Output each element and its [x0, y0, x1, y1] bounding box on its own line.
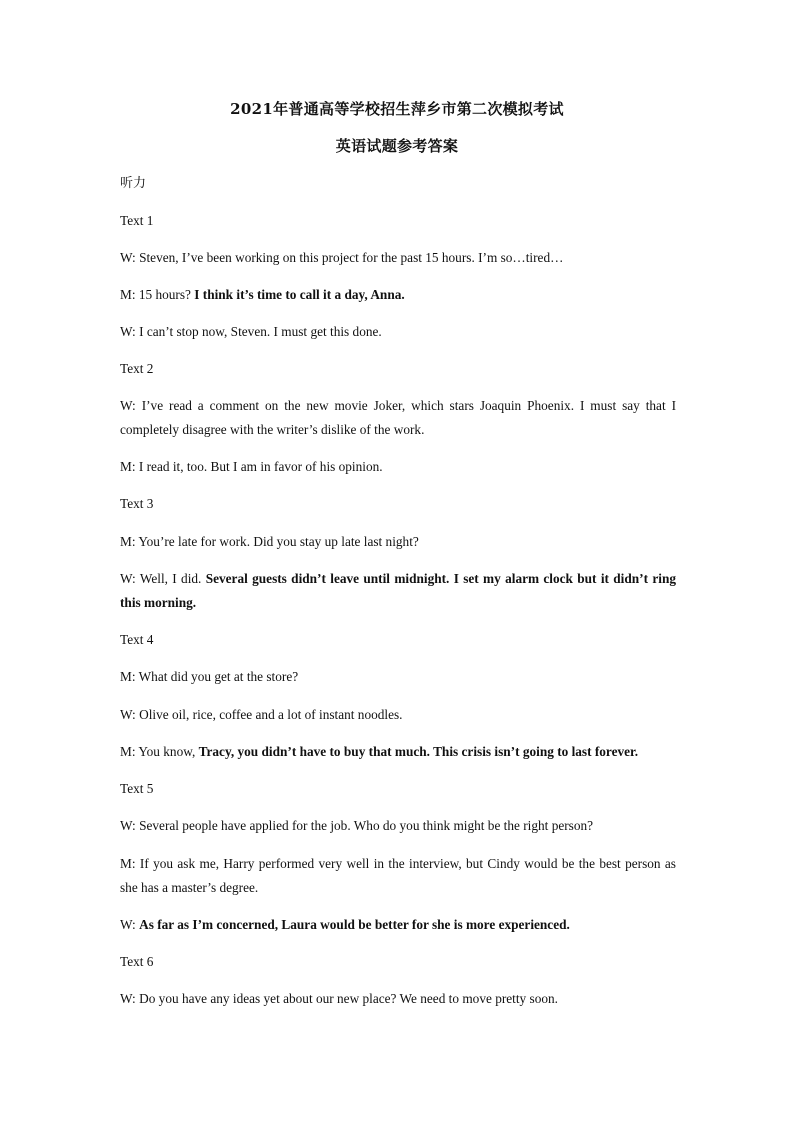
- dialogue-answer-bold: I think it’s time to call it a day, Anna.: [194, 287, 405, 302]
- speaker: M:: [120, 669, 136, 684]
- dialogue-answer-bold: Tracy, you didn’t have to buy that much. This crisis isn’t going to last forever.: [198, 744, 639, 759]
- document-title: 2021年普通高等学校招生萍乡市第二次模拟考试: [230, 100, 564, 118]
- dialogue-line: [120, 567, 676, 615]
- text-label: Text 1: [120, 213, 154, 228]
- speaker: M:: [120, 287, 136, 302]
- dialogue-text: If you ask me, Harry performed very well in the interview, but Cindy would be the best person as she has a master’s degree.: [120, 856, 676, 895]
- speaker: W:: [120, 818, 136, 833]
- text-label: Text 3: [120, 496, 154, 511]
- text-label: Text 4: [120, 632, 154, 647]
- speaker: W:: [120, 571, 136, 586]
- speaker: M:: [120, 856, 136, 871]
- dialogue-text: You’re late for work. Did you stay up late last night?: [138, 534, 419, 549]
- dialogue-line: [120, 740, 676, 764]
- dialogue-line: [120, 987, 676, 1011]
- dialogue-line: [120, 283, 676, 307]
- dialogue-text: Steven, I’ve been working on this project for the past 15 hours. I’m so…tired…: [139, 250, 564, 265]
- speaker: W:: [120, 398, 136, 413]
- speaker: W:: [120, 250, 136, 265]
- dialogue-line: [120, 246, 676, 270]
- speaker: W:: [120, 707, 136, 722]
- dialogue-answer-bold: Several guests didn’t leave until midnight. I set my alarm clock but it didn’t ring this morning.: [120, 571, 676, 610]
- text-label: Text 5: [120, 781, 154, 796]
- speaker: M:: [120, 459, 136, 474]
- dialogue-line: [120, 852, 676, 900]
- speaker: W:: [120, 324, 136, 339]
- dialogue-text: I read it, too. But I am in favor of his opinion.: [138, 459, 383, 474]
- speaker: M:: [120, 744, 136, 759]
- dialogue-line: [120, 913, 676, 937]
- dialogue-line: [120, 530, 676, 554]
- dialogue-answer-bold: As far as I’m concerned, Laura would be better for she is more experienced.: [139, 917, 570, 932]
- speaker: M:: [120, 534, 136, 549]
- speaker: W:: [120, 917, 136, 932]
- dialogue-line: [120, 320, 676, 344]
- text-label: Text 2: [120, 361, 154, 376]
- dialogue-text: 15 hours?: [138, 287, 195, 302]
- dialogue-text: Do you have any ideas yet about our new place? We need to move pretty soon.: [139, 991, 558, 1006]
- dialogue-text: Olive oil, rice, coffee and a lot of instant noodles.: [139, 707, 403, 722]
- dialogue-text: You know,: [138, 744, 199, 759]
- dialogue-text: Several people have applied for the job. Who do you think might be the right person?: [139, 818, 594, 833]
- dialogue-text: What did you get at the store?: [138, 669, 299, 684]
- dialogue-line: [120, 455, 676, 479]
- dialogue-line: [120, 703, 676, 727]
- dialogue-text: I’ve read a comment on the new movie Joker, which stars Joaquin Phoenix. I must say that I completely disagree with the writer’s dislike of the work.: [120, 398, 676, 437]
- dialogue-line: [120, 665, 676, 689]
- dialogue-line: [120, 814, 676, 838]
- speaker: W:: [120, 991, 136, 1006]
- dialogue-line: [120, 394, 676, 442]
- text-label: Text 6: [120, 954, 154, 969]
- section-label-listening: 听力: [120, 176, 147, 191]
- dialogue-text: I can’t stop now, Steven. I must get this done.: [139, 324, 382, 339]
- dialogue-text: Well, I did.: [139, 571, 206, 586]
- document-subtitle: 英语试题参考答案: [335, 137, 459, 155]
